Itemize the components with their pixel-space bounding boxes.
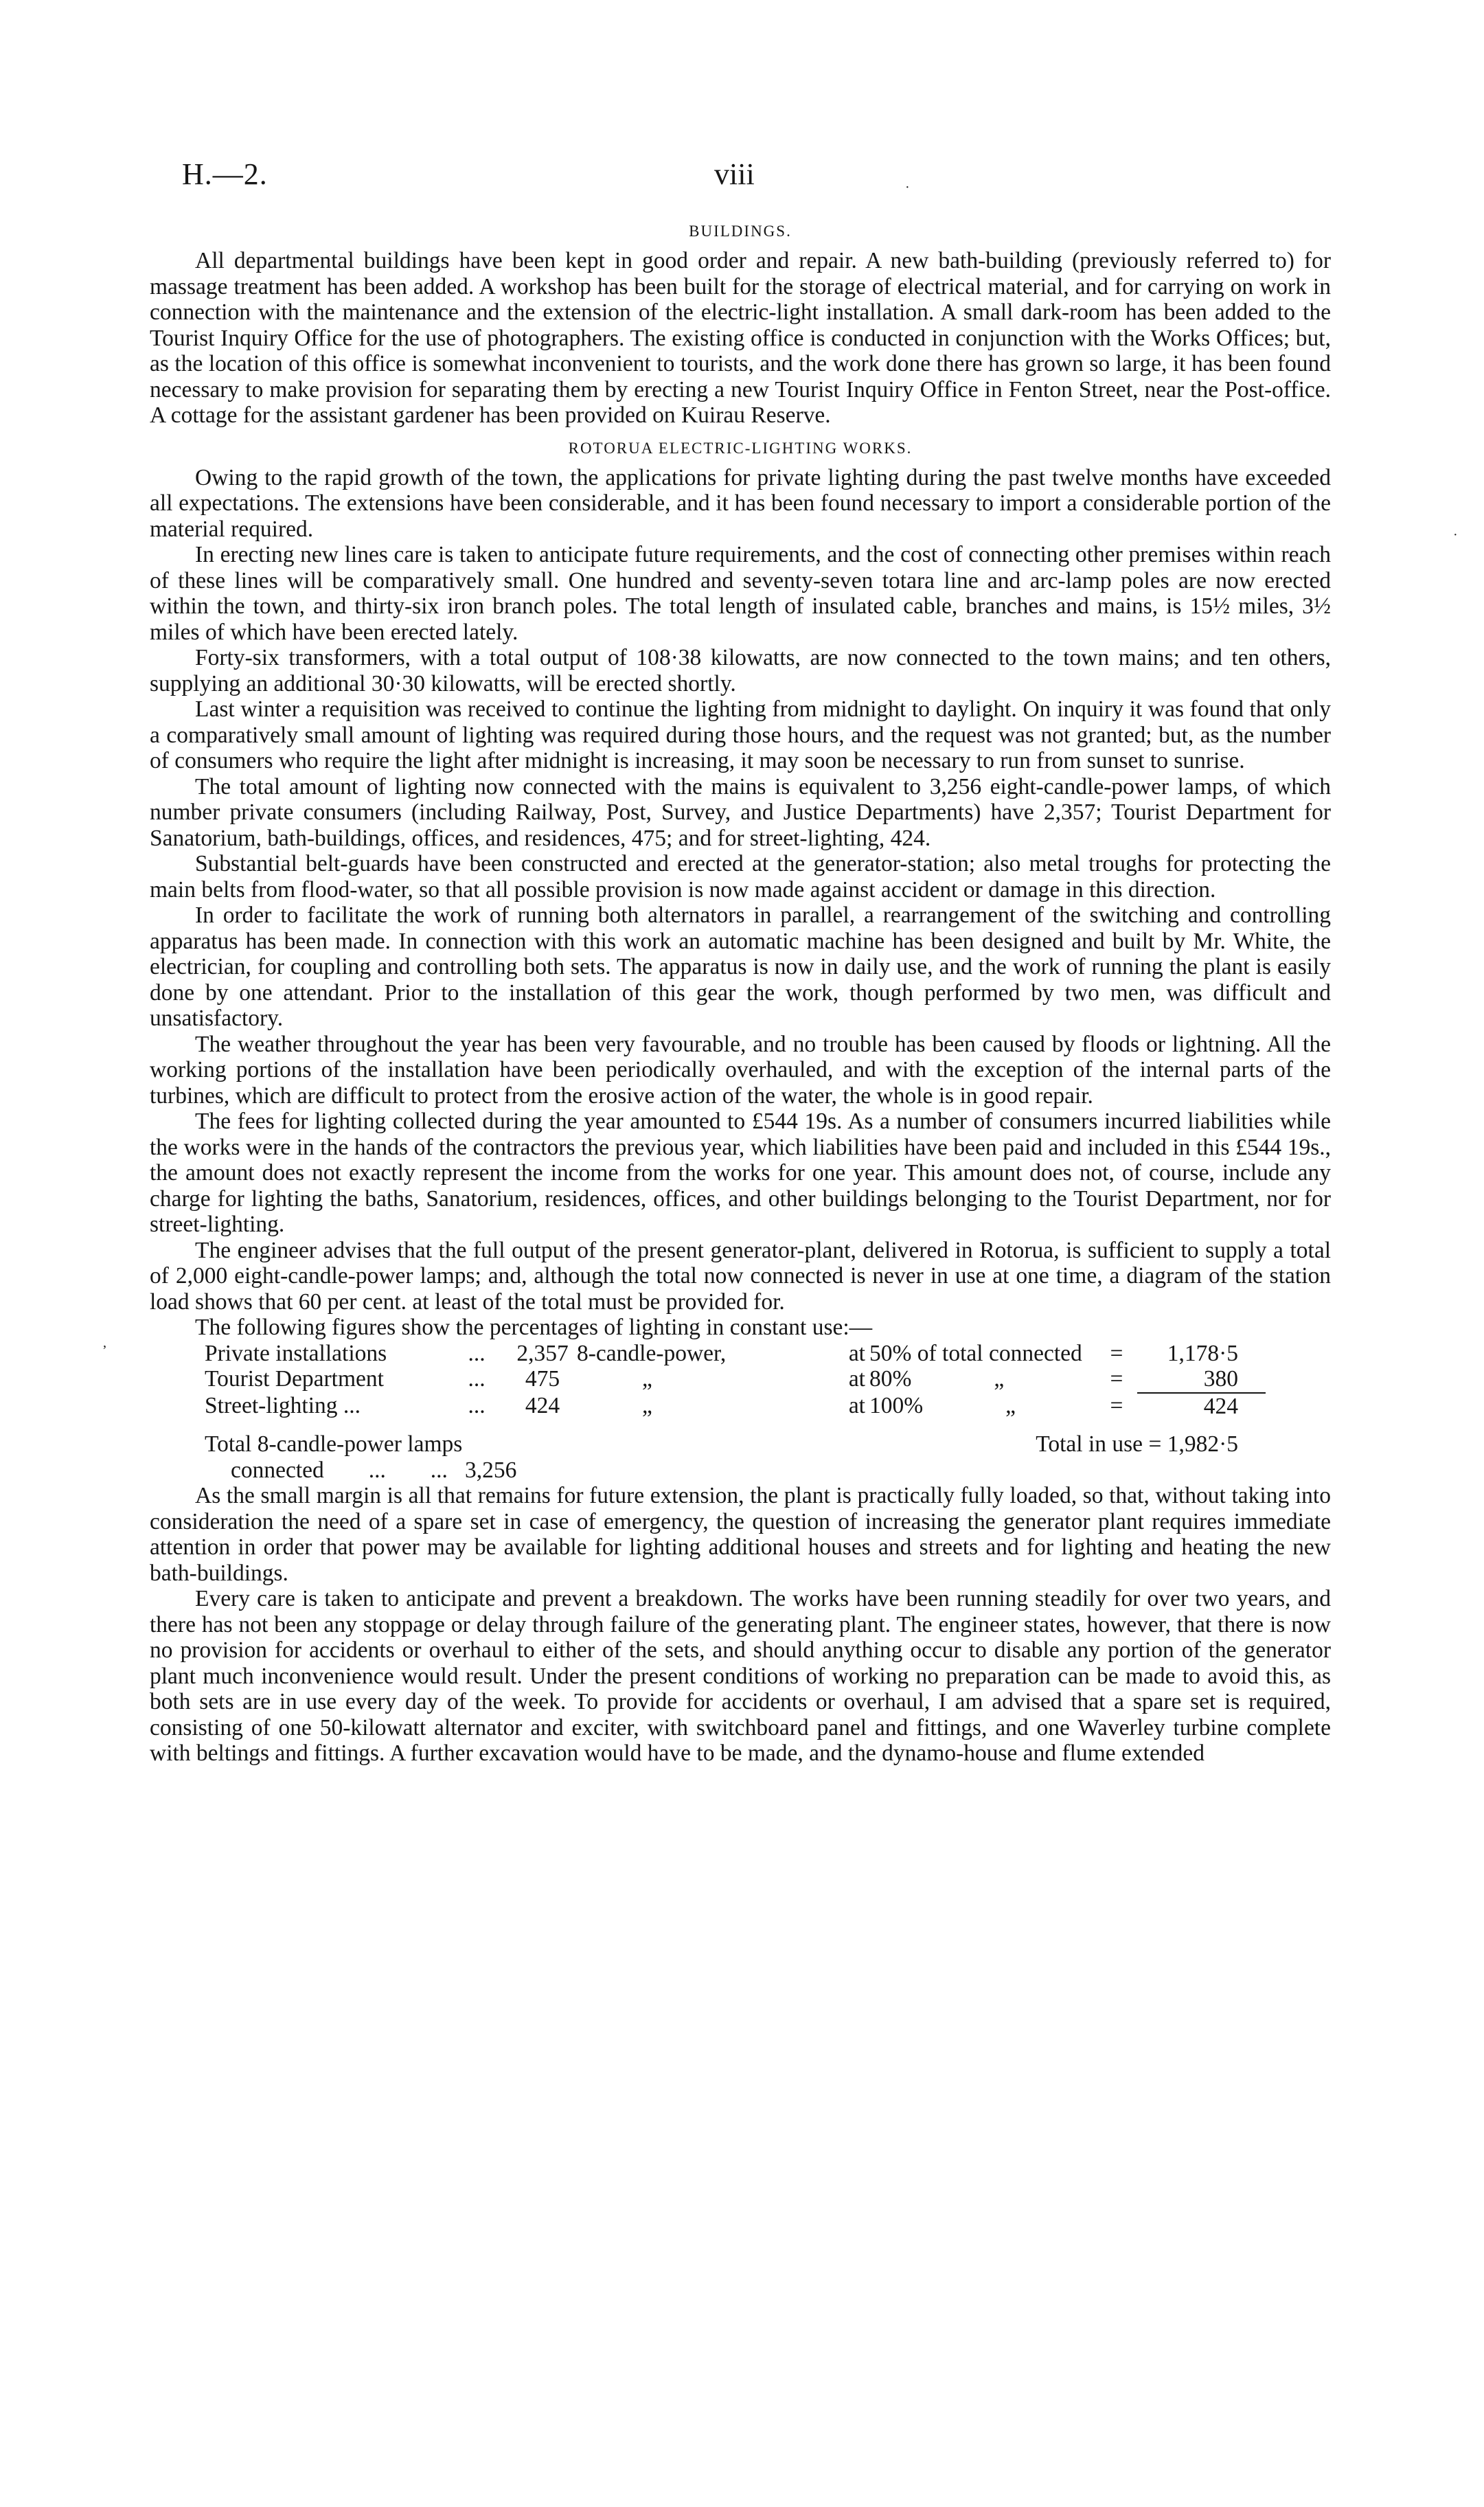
page-body	[150, 218, 1331, 1767]
percentage	[869, 1366, 1096, 1393]
result-value: 424	[1137, 1393, 1266, 1420]
paragraph: All departmental buildings have been kept in good order and repair. A new bath-building (previously referred to) for massage treatment has been added. A workshop has been built for the storage of electrical material, and for carrying on work in connection with the maintenance and the extension of the electric-light installation. A small dark-room has been added to the Tourist Inquiry Office for the use of photographers. The existing office is conducted in conjunction with the Works Offices; but, as the location of this office is somewhat inconvenient to tourists, and the work done there has grown so large, it has been found necessary to make provision for separating them by erecting a new Tourist Inquiry Office in Fenton Street, near the Post-office. A cottage for the assistant gardener has been provided on Kuirau Reserve.	[150, 248, 1331, 428]
table-row	[205, 1341, 1266, 1367]
row-label: Tourist Department	[205, 1366, 384, 1392]
paragraph: The following figures show the percentages of lighting in constant use:—	[195, 1315, 873, 1340]
paragraph: The total amount of lighting now connected with the mains is equivalent to 3,256 eight-candle-power lamps, of which number private consumers (including Railway, Post, Survey, and Justice Departments) have 2,357; Tourist Department for Sanatorium, bath-buildings, offices, and residences, 475; and for street-lighting, 424.	[150, 773, 1331, 851]
unit: 8-candle-power,	[577, 1340, 727, 1366]
row-label: Street-lighting ...	[205, 1392, 361, 1418]
paragraph: Owing to the rapid growth of the town, the applications for private lighting during the past twelve months have exceeded all expectations. The extensions have been considerable, and it has been found necessary to import a considerable portion of the material required.	[150, 464, 1331, 542]
paragraph: Every care is taken to anticipate and prevent a breakdown. The works have been running steadily for over two years, and there has not been any stoppage or delay through failure of the generating plant. The engineer states, however, that there is now no provision for accidents or overhaul to either of the sets, and should anything occur to disable any portion of the generator plant much inconvenience would result. Under the present conditions of working no preparation can be made to avoid this, as both sets are in use every day of the week. To provide for accidents or overhaul, I am advised that a spare set is required, consisting of one 50-kilowatt alternator and exciter, with switchboard panel and fittings, and one Waverley turbine complete with beltings and fittings. A further excavation would have to be made, and the dynamo-house and flume extended	[150, 1586, 1331, 1766]
lamp-count: 2,357	[516, 1340, 569, 1366]
paragraph: Forty-six transformers, with a total output of 108·38 kilowatts, are now connected to the town mains; and ten others, supplying an additional 30·30 kilowatts, will be erected shortly.	[150, 645, 1331, 696]
leader-dots: ...	[468, 1392, 486, 1418]
paragraph: The engineer advises that the full output of the present generator-plant, delivered in Rotorua, is sufficient to supply a total of 2,000 eight-candle-power lamps; and, although the total now connected is never in use at one time, a diagram of the station load shows that 60 per cent. at least of the total must be provided for.	[150, 1237, 1331, 1315]
at-word: at	[848, 1366, 865, 1392]
leader-dots: ...	[468, 1340, 486, 1366]
table-row	[205, 1393, 1266, 1420]
row-label: Private installations	[205, 1340, 387, 1366]
paragraph: Substantial belt-guards have been constructed and erected at the generator-station; also metal troughs for protecting the main belts from flood-water, so that all possible provision is now made against accident or damage in this direction.	[150, 851, 1331, 903]
ditto-mark: „	[994, 1366, 1005, 1392]
page-reference: H.—2.	[182, 157, 268, 191]
total-in-use-value: 1,982·5	[1167, 1431, 1238, 1457]
paragraph: The fees for lighting collected during the year amounted to £544 19s. As a number of consumers incurred liabilities while the works were in the hands of the contractors the previous year, which liabilities have been paid and included in this £544 19s., the amount does not exactly represent the income from the works for one year. This amount does not, of course, include any charge for lighting the baths, Sanatorium, residences, offices, and other buildings belonging to the Tourist Department, nor for street-lighting.	[150, 1109, 1331, 1237]
paragraph: The weather throughout the year has been very favourable, and no trouble has been caused by floods or lightning. All the working portions of the installation have been periodically overhauled, and with the exception of the internal parts of the turbines, which are difficult to protect from the erosive action of the water, the whole is in good repair.	[150, 1031, 1331, 1109]
percentage-value: 100%	[869, 1392, 924, 1418]
totals-line	[205, 1431, 1238, 1457]
ditto-mark: „	[1005, 1392, 1016, 1418]
result-value: 1,178·5	[1167, 1340, 1238, 1366]
connected-label: connected	[231, 1457, 324, 1483]
print-speck: ·	[1453, 528, 1458, 543]
total-in-use	[1036, 1431, 1238, 1457]
percentage-value: 80%	[869, 1366, 912, 1392]
lighting-percentages-table	[205, 1341, 1266, 1420]
paragraph: In order to facilitate the work of running both alternators in parallel, a rearrangement of the switching and controlling apparatus has been made. In connection with this work an automatic machine has been designed and built by Mr. White, the electrician, for coupling and controlling both sets. The apparatus is now in daily use, and the work of running the plant is easily done by one attendant. Prior to the installation of this gear the work, though performed by two men, was difficult and unsatisfactory.	[150, 903, 1331, 1031]
section-heading-buildings: BUILDINGS.	[689, 223, 792, 240]
lamp-count: 424	[525, 1392, 560, 1418]
equals-sign: =	[1148, 1431, 1162, 1457]
total-lamps-label: Total 8-candle-power lamps	[205, 1431, 463, 1457]
connected-total-value: 3,256	[465, 1457, 517, 1483]
paragraph: As the small margin is all that remains for future extension, the plant is practically fully loaded, so that, without taking into consideration the need of a spare set in case of emergency, the question of increasing the generator plant requires immediate attention in order that power may be available for lighting additional houses and streets and for lighting and heating the new bath-buildings.	[150, 1483, 1331, 1586]
equals-sign: =	[1110, 1366, 1123, 1392]
table-row	[205, 1366, 1266, 1393]
total-in-use-label: Total in use	[1036, 1431, 1143, 1457]
print-speck: ,	[103, 1335, 106, 1350]
leader-dots: ...	[430, 1457, 448, 1483]
paragraph: In erecting new lines care is taken to anticipate future requirements, and the cost of connecting other premises within reach of these lines will be comparatively small. One hundred and seventy-seven totara line and arc-lamp poles are now erected within the town, and thirty-six iron branch poles. The total length of insulated cable, branches and mains, is 15½ miles, 3½ miles of which have been erected lately.	[150, 542, 1331, 645]
page-number: viii	[714, 157, 755, 191]
percentage	[869, 1393, 1096, 1420]
paragraph: Last winter a requisition was received to continue the lighting from midnight to daylight. On inquiry it was found that only a comparatively small amount of lighting was required during those hours, and the request was not granted; but, as the number of consumers who require the light after midnight is increasing, it may soon be necessary to run from sunset to sunrise.	[150, 696, 1331, 773]
lamp-count: 475	[525, 1366, 560, 1392]
equals-sign: =	[1110, 1340, 1123, 1366]
ditto-mark: „	[642, 1392, 652, 1418]
print-speck: ·	[905, 180, 910, 195]
ditto-mark: „	[642, 1366, 652, 1392]
at-word: at	[848, 1392, 865, 1418]
connected-total-line	[231, 1457, 1331, 1484]
equals-sign: =	[1110, 1392, 1123, 1418]
leader-dots: ...	[468, 1366, 486, 1392]
result-value: 380	[1203, 1366, 1238, 1392]
section-heading-electric-lighting: ROTORUA ELECTRIC-LIGHTING WORKS.	[568, 439, 913, 457]
leader-dots: ...	[368, 1457, 386, 1483]
at-word: at	[848, 1340, 865, 1366]
percentage: 50% of total connected	[869, 1340, 1082, 1366]
